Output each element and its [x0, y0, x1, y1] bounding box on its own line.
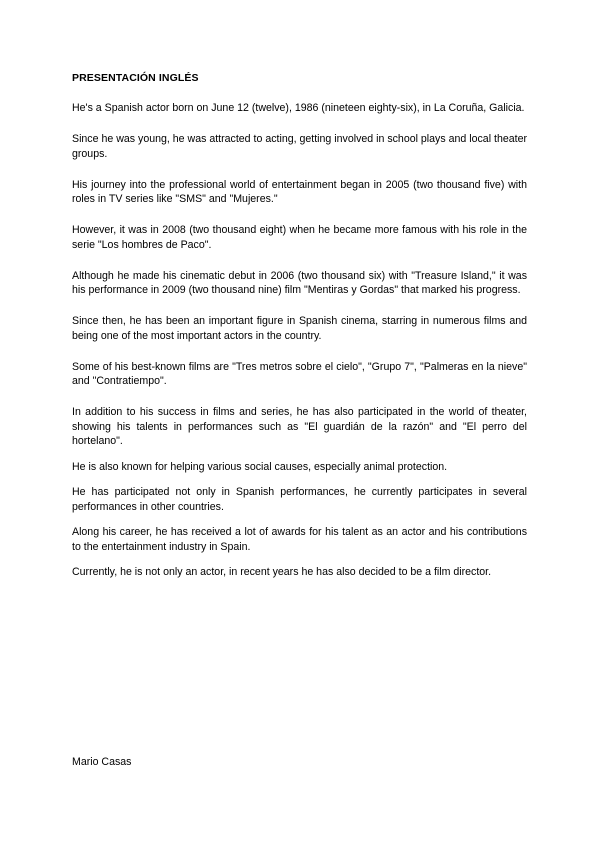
paragraph-theater: In addition to his success in films and series, he has also participated in the world of theater, showing his talents in performances such as "El guardián de la razón" and "El perro del hortelano".	[72, 406, 527, 447]
document-title: PRESENTACIÓN INGLÉS	[72, 72, 199, 84]
document-body	[72, 101, 527, 591]
paragraph-cinema-debut: Although he made his cinematic debut in 2006 (two thousand six) with "Treasure Island," it was his performance in 2009 (two thousand nine) film "Mentiras y Gordas" that marked his progress.	[72, 269, 527, 296]
paragraph-international: He has participated not only in Spanish performances, he currently participates in several performances in other countries.	[72, 486, 527, 513]
paragraph-social-causes: He is also known for helping various social causes, especially animal protection.	[72, 460, 448, 473]
paragraph-awards: Along his career, he has received a lot of awards for his talent as an actor and his contributions to the entertainment industry in Spain.	[72, 526, 527, 553]
paragraph-early-acting: Since he was young, he was attracted to acting, getting involved in school plays and local theater groups.	[72, 133, 527, 160]
paragraph-birth: He's a Spanish actor born on June 12 (twelve), 1986 (nineteen eighty-six), in La Coruña, Galicia.	[72, 102, 525, 114]
paragraph-director: Currently, he is not only an actor, in recent years he has also decided to be a film director.	[72, 566, 492, 578]
paragraph-fame: However, it was in 2008 (two thousand eight) when he became more famous with his role in the serie "Los hombres de Paco".	[72, 224, 527, 251]
paragraph-spanish-cinema: Since then, he has been an important figure in Spanish cinema, starring in numerous films and being one of the most important actors in the country.	[72, 315, 527, 342]
paragraph-career-start: His journey into the professional world of entertainment began in 2005 (two thousand five) with roles in TV series like "SMS" and "Mujeres."	[72, 178, 527, 205]
signature: Mario Casas	[72, 756, 132, 768]
paragraph-best-films: Some of his best-known films are "Tres metros sobre el cielo", "Grupo 7", "Palmeras en la nieve" and "Contratiempo".	[72, 360, 527, 387]
